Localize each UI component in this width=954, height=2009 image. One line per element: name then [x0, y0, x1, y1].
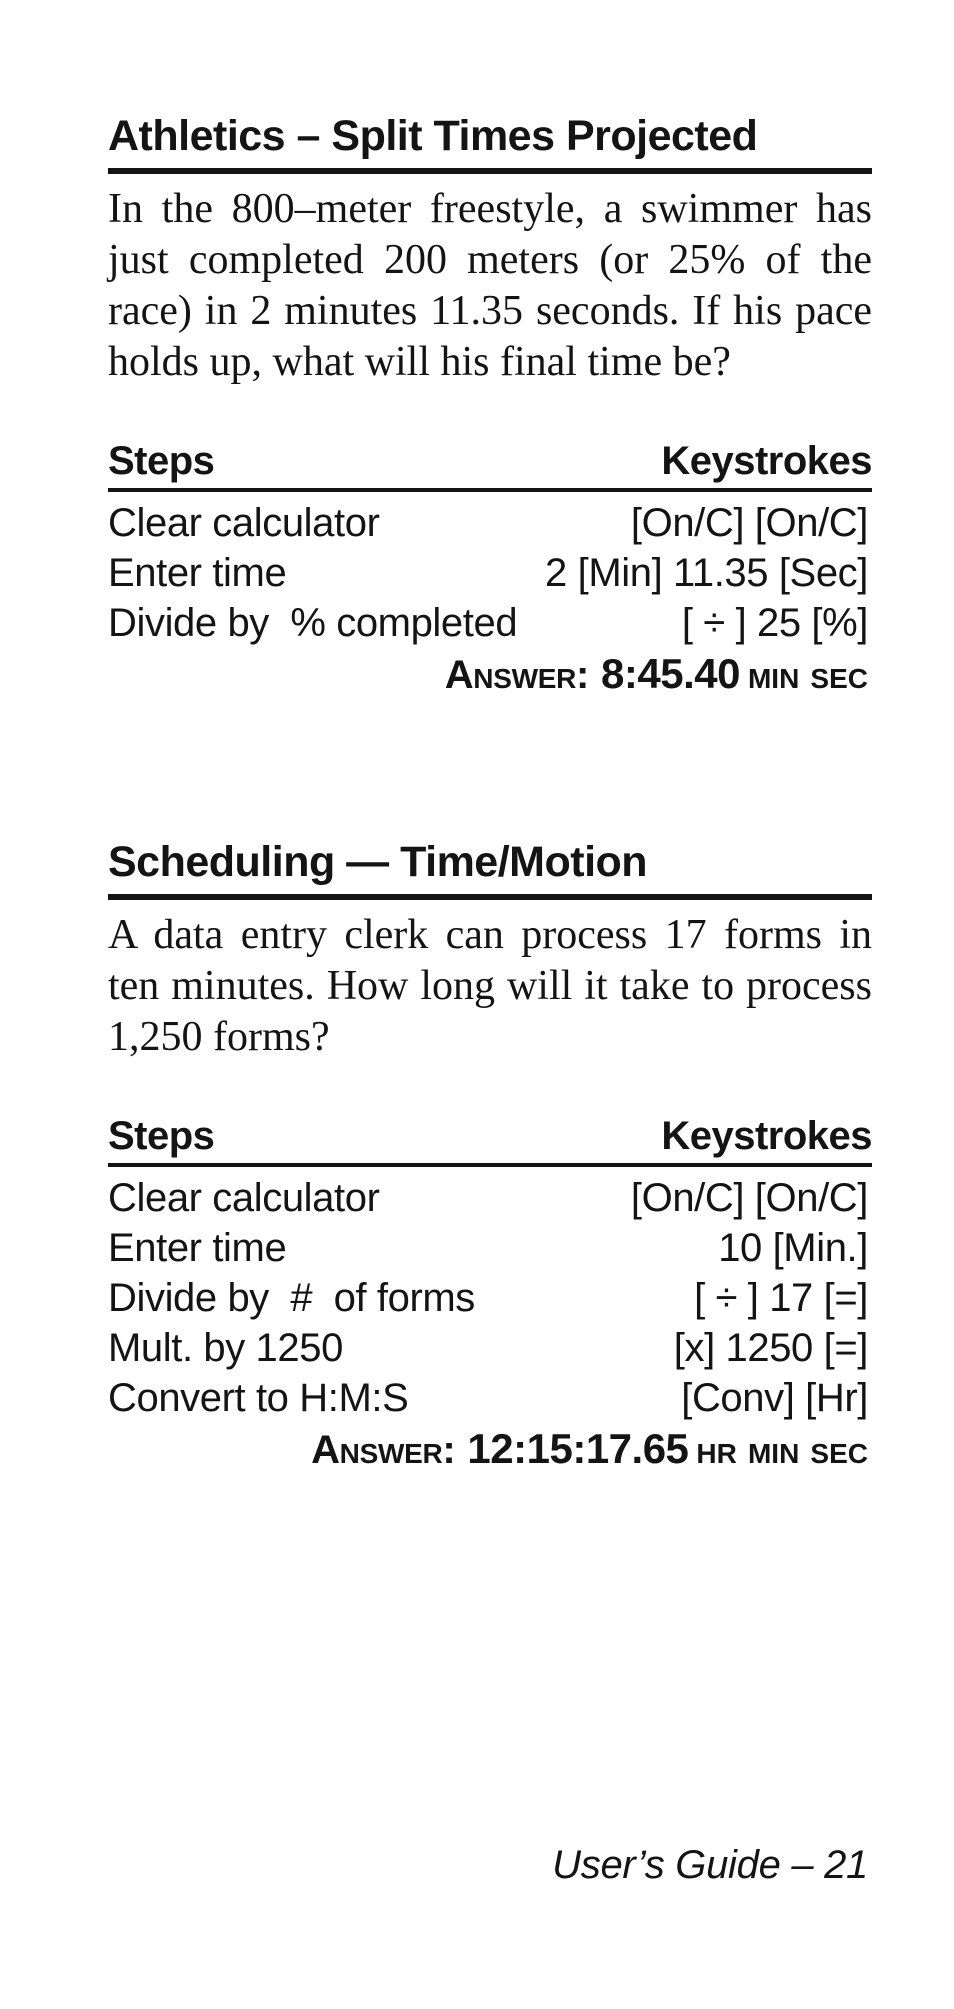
section-title: Scheduling — Time/Motion [108, 836, 872, 900]
step-keystrokes: [Conv] [Hr] [681, 1376, 868, 1420]
steps-header: Steps [108, 1114, 215, 1158]
page [108, 0, 872, 2009]
step-label: Clear calculator [108, 501, 380, 545]
steps-header-row [108, 1113, 872, 1167]
step-keystrokes: [x] 1250 [=] [673, 1326, 868, 1370]
answer-unit: hr min sec [696, 1428, 868, 1472]
answer-value: 8:45.40 [601, 650, 740, 697]
step-row [108, 598, 872, 648]
answer-label: Answer: [311, 1428, 456, 1472]
step-label: Convert to H:M:S [108, 1376, 409, 1420]
keystrokes-header: Keystrokes [661, 439, 872, 483]
answer-label: Answer: [444, 653, 590, 697]
answer-row [108, 648, 872, 710]
page-footer: User’s Guide – 21 [552, 1843, 868, 1887]
step-label: Enter time [108, 551, 287, 595]
question-text: A data entry clerk can process 17 forms in ten minutes. How long will it take to process 1,250 forms? [108, 912, 872, 1060]
steps-table [108, 438, 872, 710]
step-keystrokes: [ ÷ ] 17 [=] [694, 1276, 868, 1320]
step-keystrokes: 10 [Min.] [718, 1226, 868, 1270]
step-label: Enter time [108, 1226, 287, 1270]
step-label: Divide by % completed [108, 601, 518, 645]
steps-header: Steps [108, 439, 215, 483]
answer-row [108, 1423, 872, 1485]
steps-header-row [108, 438, 872, 492]
question-text: In the 800–meter freestyle, a swimmer has just completed 200 meters (or 25% of the race) in 2 minutes 11.35 seconds. If his pace holds up, what will his final time be? [108, 186, 872, 385]
step-keystrokes: [On/C] [On/C] [630, 501, 868, 545]
step-row [108, 1273, 872, 1323]
answer-value: 12:15:17.65 [467, 1425, 689, 1472]
step-label: Mult. by 1250 [108, 1326, 343, 1370]
section-scheduling [108, 836, 872, 1485]
step-row [108, 1223, 872, 1273]
step-keystrokes: [On/C] [On/C] [630, 1176, 868, 1220]
keystrokes-header: Keystrokes [661, 1114, 872, 1158]
step-row [108, 498, 872, 548]
step-row [108, 548, 872, 598]
steps-table [108, 1113, 872, 1485]
step-row [108, 1323, 872, 1373]
step-keystrokes: [ ÷ ] 25 [%] [681, 601, 868, 645]
section-title: Athletics – Split Times Projected [108, 110, 872, 174]
step-label: Divide by # of forms [108, 1276, 475, 1320]
section-athletics [108, 110, 872, 710]
step-row [108, 1373, 872, 1423]
answer-unit: min sec [747, 653, 868, 697]
step-row [108, 1173, 872, 1223]
step-keystrokes: 2 [Min] 11.35 [Sec] [545, 551, 868, 595]
step-label: Clear calculator [108, 1176, 380, 1220]
